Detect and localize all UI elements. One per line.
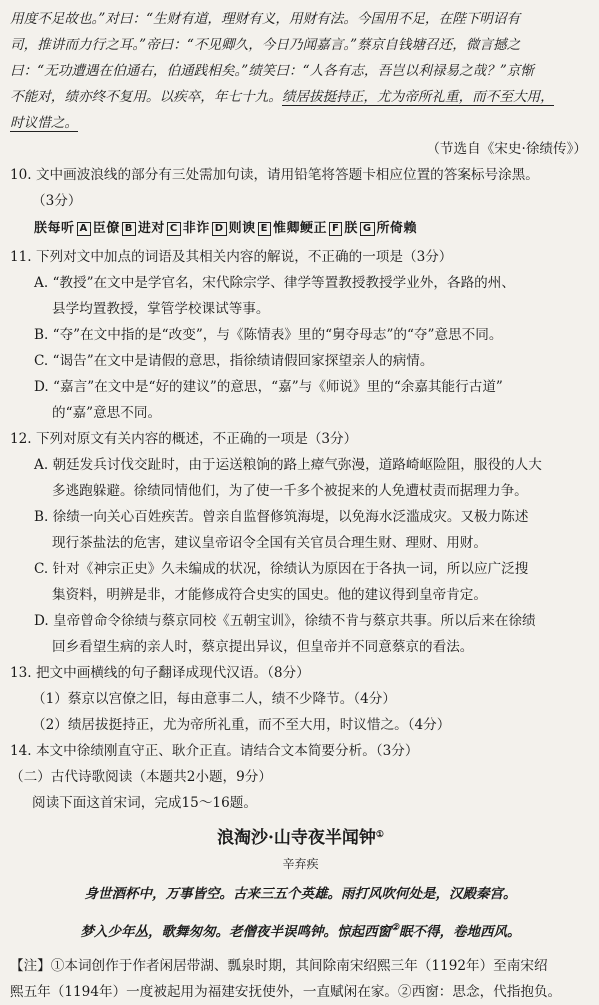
option-d-cont: 回乡看望生病的亲人时，蔡京提出异议，但皇帝并不同意蔡京的看法。 bbox=[52, 639, 474, 655]
section-heading: （二）古代诗歌阅读（本题共2小题，9分） bbox=[10, 769, 272, 785]
option-a: A. 朝廷发兵讨伐交趾时，由于运送粮饷的路上瘴气弥漫，道路崎岖险阻，服役的人大 bbox=[34, 457, 542, 473]
option-c: C. “谒告”在文中是请假的意思，指徐绩请假回家探望亲人的病情。 bbox=[34, 353, 434, 369]
poem-line: 身世酒杯中，万事皆空。古来三五个英雄。雨打风吹何处是，汉殿秦宫。 bbox=[84, 886, 517, 902]
underlined-sentence: 绩居拔挺持正，尤为帝所礼重，而不至大用， bbox=[281, 89, 554, 105]
option-b-cont: 现行茶盐法的危害，建议皇帝诏令全国有关官员合理生财、理财、用财。 bbox=[52, 535, 487, 551]
answer-box-d: D bbox=[212, 222, 227, 236]
punctuation-segment bbox=[34, 216, 591, 242]
option-d: D. “嘉言”在文中是“好的建议”的意思，“嘉”与《师说》里的“余嘉其能行古道” bbox=[34, 379, 503, 395]
answer-box-g: G bbox=[360, 222, 375, 236]
question-11 bbox=[10, 244, 591, 426]
segment-text: 进对 bbox=[137, 221, 165, 236]
poem-text: 眠不得，卷地西风。 bbox=[399, 924, 521, 940]
option-a: A. “教授”在文中是学官名，宋代除宗学、律学等置教授教授学业外，各路的州、 bbox=[34, 275, 515, 291]
option-d: D. 皇帝曾命令徐绩与蔡京同校《五朝宝训》，徐绩不肯与蔡京共事。所以后来在徐绩 bbox=[34, 613, 536, 629]
question-12 bbox=[10, 426, 591, 660]
poem-text: 梦入少年丛，歌舞匆匆。老僧夜半误鸣钟。惊起西窗 bbox=[80, 924, 391, 940]
poem-line bbox=[10, 913, 591, 947]
passage-line: 曰：“无功遭遇在伯通右，伯通践相矣。”绩笑曰：“人各有志，吾岂以利禄易之哉？”京惭 bbox=[10, 63, 534, 79]
sub-question-2: （2）绩居拔挺持正，尤为帝所礼重，而不至大用，时议惜之。（4分） bbox=[32, 717, 451, 733]
question-13 bbox=[10, 660, 591, 738]
footnote-mark: ② bbox=[390, 923, 400, 933]
question-score: （3分） bbox=[32, 193, 82, 209]
segment-text: 非诈 bbox=[182, 221, 210, 236]
option-c: C. 针对《神宗正史》久未编成的状况，徐绩认为原因在于各执一词，所以应广泛搜 bbox=[34, 561, 529, 577]
poem-title bbox=[10, 822, 591, 851]
question-stem: 11. 下列对文中加点的词语及其相关内容的解说，不正确的一项是（3分） bbox=[10, 249, 453, 265]
section-poetry bbox=[10, 764, 591, 816]
option-c-cont: 集资料，明辨是非，才能修成符合史实的国史。他的建议得到皇帝肯定。 bbox=[52, 587, 487, 603]
poem bbox=[10, 822, 591, 947]
option-b: B. 徐绩一向关心百姓疾苦。曾亲自监督修筑海堤，以免海水泛滥成灾。又极力陈述 bbox=[34, 509, 529, 525]
passage-line bbox=[10, 110, 591, 136]
answer-box-e: E bbox=[258, 222, 271, 236]
answer-box-a: A bbox=[77, 222, 91, 236]
option-b: B. “夺”在文中指的是“改变”，与《陈情表》里的“舅夺母志”的“夺”意思不同。 bbox=[34, 327, 503, 343]
question-stem: 13. 把文中画横线的句子翻译成现代汉语。（8分） bbox=[10, 665, 310, 681]
poem-notes bbox=[10, 953, 591, 1005]
passage-line bbox=[10, 84, 591, 110]
question-10 bbox=[10, 162, 591, 242]
passage bbox=[10, 6, 591, 162]
passage-line: 用度不足故也。”对曰：“生财有道，理财有义，用财有法。今国用不足，在陛下明诏有 bbox=[10, 11, 521, 27]
answer-box-b: B bbox=[122, 222, 136, 236]
answer-box-f: F bbox=[329, 222, 342, 236]
sub-question-1: （1）蔡京以宫僚之旧，每由意事二人，绩不少降节。（4分） bbox=[32, 691, 396, 707]
underlined-sentence: 时议惜之。 bbox=[10, 115, 78, 131]
option-a-cont: 县学均置教授，掌管学校课试等事。 bbox=[52, 301, 270, 317]
note-line: 【注】①本词创作于作者闲居带湖、瓢泉时期，其间除南宋绍熙三年（1192年）至南宋绍 bbox=[10, 958, 548, 974]
question-stem: 12. 下列对原文有关内容的概述，不正确的一项是（3分） bbox=[10, 431, 358, 447]
answer-box-c: C bbox=[167, 222, 181, 236]
poem-title-text: 浪淘沙·山寺夜半闻钟 bbox=[217, 828, 376, 848]
segment-text: 朕每听 bbox=[34, 221, 75, 236]
segment-text: 则谀 bbox=[228, 221, 256, 236]
passage-line: 司，推讲而力行之耳。”帝曰：“不见卿久，今日乃闻嘉言。”蔡京自钱塘召还，微言撼之 bbox=[10, 37, 521, 53]
section-instruction: 阅读下面这首宋词，完成15～16题。 bbox=[32, 795, 257, 811]
segment-text: 朕 bbox=[344, 221, 358, 236]
question-14 bbox=[10, 738, 591, 764]
option-d-cont: 的“嘉”意思不同。 bbox=[52, 405, 162, 421]
passage-text: 不能对，绩亦终不复用。以疾卒，年七十九。 bbox=[10, 89, 282, 105]
question-stem: 14. 本文中徐绩刚直守正、耿介正直。请结合文本简要分析。（3分） bbox=[10, 743, 419, 759]
poem-author: 辛弃疾 bbox=[282, 857, 319, 871]
option-a-cont: 多逃跑躲避。徐绩同情他们，为了使一千多个被捉来的人免遭杖责而据理力争。 bbox=[52, 483, 528, 499]
segment-text: 臣僚 bbox=[92, 221, 120, 236]
segment-text: 惟卿鲠正 bbox=[272, 221, 327, 236]
passage-source: （节选自《宋史·徐绩传》） bbox=[426, 141, 587, 157]
segment-text: 所倚赖 bbox=[376, 221, 418, 236]
footnote-mark: ① bbox=[375, 830, 384, 840]
question-stem: 10. 文中画波浪线的部分有三处需加句读，请用铅笔将答题卡相应位置的答案标号涂黑。 bbox=[10, 167, 539, 183]
note-line: 熙五年（1194年）一度被起用为福建安抚使外，一直赋闲在家。②西窗：思念，代指抱负。 bbox=[10, 984, 562, 1000]
